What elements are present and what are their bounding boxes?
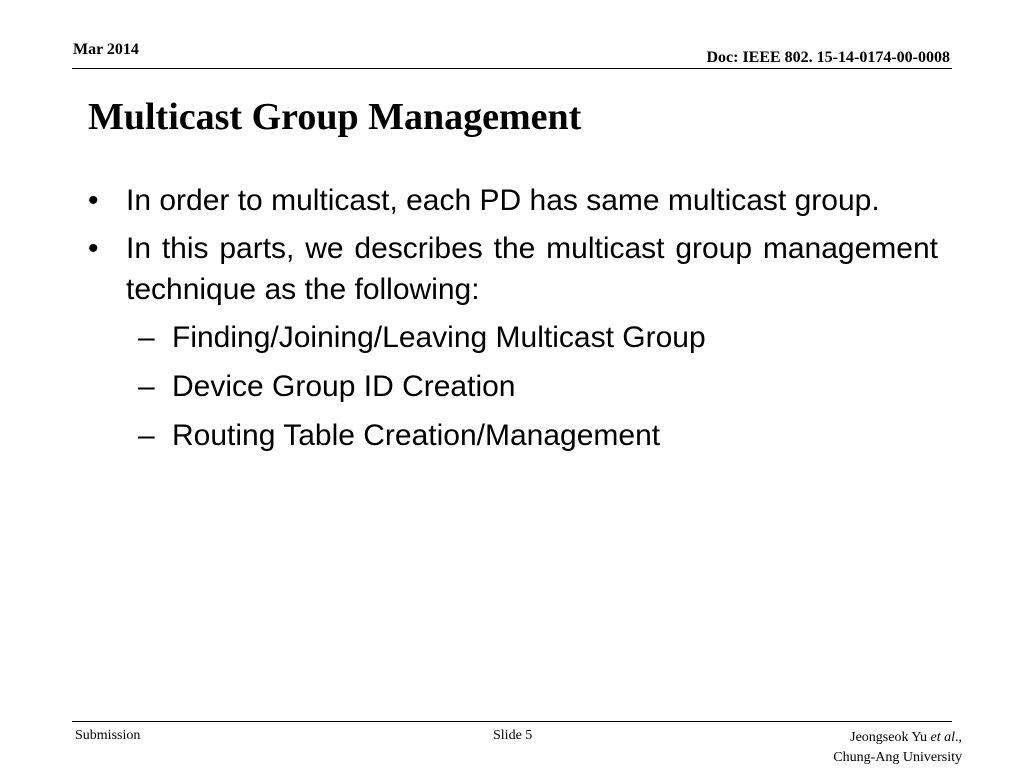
sub-bullet-item [88,317,938,358]
bullet-marker: • [88,184,99,217]
sub-bullet-text: Device Group ID Creation [172,370,516,403]
footer-submission: Submission [75,728,141,743]
sub-bullet-text: Finding/Joining/Leaving Multicast Group [172,321,706,354]
sub-bullet-text: Routing Table Creation/Management [172,419,661,452]
header-doc-id: Doc: IEEE 802. 15-14-0174-00-0008 [706,49,950,66]
slide-body [88,180,938,464]
sub-bullet-marker: – [138,321,155,354]
sub-bullet-marker: – [138,419,155,452]
bullet-text: In this parts, we describes the multicast group management technique as the following: [126,232,938,306]
bullet-item [88,228,938,310]
footer-author [833,728,962,748]
footer-slide-number: Slide 5 [493,728,533,743]
bullet-item [88,180,938,221]
slide-title: Multicast Group Management [88,96,582,138]
header-divider [72,68,952,69]
footer-author-etal: et al [930,730,955,745]
sub-bullet-marker: – [138,370,155,403]
footer-author-block [833,728,962,768]
footer-author-name: Jeongseok Yu [850,730,931,745]
sub-bullet-item [88,415,938,456]
bullet-marker: • [88,232,99,265]
header-date: Mar 2014 [73,41,139,58]
sub-bullet-item [88,366,938,407]
footer-author-suffix: ., [955,730,962,745]
footer-divider [72,721,952,722]
footer-affiliation: Chung-Ang University [833,750,962,765]
bullet-text: In order to multicast, each PD has same multicast group. [126,184,880,217]
